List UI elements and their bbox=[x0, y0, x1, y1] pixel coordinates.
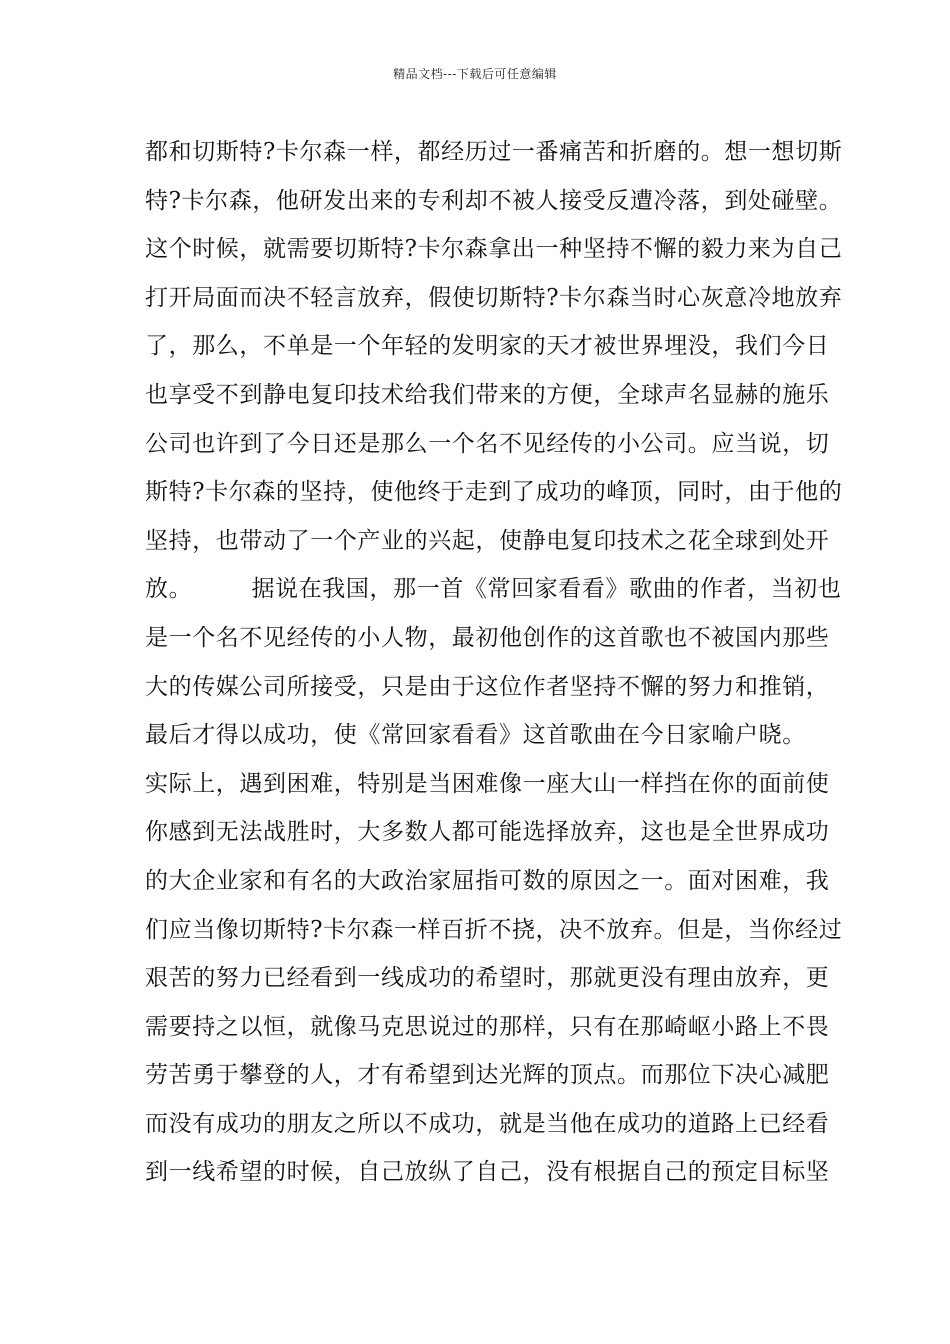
page-header: 精品文档---下载后可任意编辑 bbox=[393, 67, 557, 81]
text-line: 艰苦的努力已经看到一线成功的希望时，那就更没有理由放弃，更 bbox=[145, 965, 830, 992]
text-line: 是一个名不见经传的小人物，最初他创作的这首歌也不被国内那些 bbox=[145, 624, 830, 651]
text-line: 打开局面而决不轻言放弃，假使切斯特?卡尔森当时心灰意冷地放弃 bbox=[145, 284, 843, 311]
text-line: 你感到无法战胜时，大多数人都可能选择放弃，这也是全世界成功 bbox=[145, 819, 830, 846]
text-line: 了，那么，不单是一个年轻的发明家的天才被世界埋没，我们今日 bbox=[145, 333, 830, 360]
text-line: 们应当像切斯特?卡尔森一样百折不挠，决不放弃。但是，当你经过 bbox=[145, 916, 843, 943]
text-line: 实际上，遇到困难，特别是当困难像一座大山一样挡在你的面前使 bbox=[145, 770, 830, 797]
text-line: 公司也许到了今日还是那么一个名不见经传的小公司。应当说，切 bbox=[145, 430, 830, 457]
text-line: 也享受不到静电复印技术给我们带来的方便，全球声名显赫的施乐 bbox=[145, 381, 830, 408]
text-line: 这个时候，就需要切斯特?卡尔森拿出一种坚持不懈的毅力来为自己 bbox=[145, 236, 843, 263]
body-text bbox=[145, 134, 843, 1203]
text-line: 斯特?卡尔森的坚持，使他终于走到了成功的峰顶，同时，由于他的 bbox=[145, 479, 843, 506]
text-line: 放。 据说在我国，那一首《常回家看看》歌曲的作者，当初也 bbox=[145, 576, 842, 603]
text-line: 而没有成功的朋友之所以不成功，就是当他在成功的道路上已经看 bbox=[145, 1110, 830, 1137]
text-line: 都和切斯特?卡尔森一样，都经历过一番痛苦和折磨的。想一想切斯 bbox=[145, 139, 843, 165]
text-line: 坚持，也带动了一个产业的兴起，使静电复印技术之花全球到处开 bbox=[145, 527, 830, 554]
text-line: 劳苦勇于攀登的人，才有希望到达光辉的顶点。而那位下决心减肥 bbox=[145, 1062, 830, 1089]
text-line: 需要持之以恒，就像马克思说过的那样，只有在那崎岖小路上不畏 bbox=[145, 1013, 830, 1040]
text-line: 特?卡尔森，他研发出来的专利却不被人接受反遭冷落，到处碰壁。 bbox=[145, 187, 843, 214]
text-line: 的大企业家和有名的大政治家屈指可数的原因之一。面对困难，我 bbox=[145, 867, 830, 894]
text-line: 最后才得以成功，使《常回家看看》这首歌曲在今日家喻户晓。 bbox=[145, 722, 806, 749]
text-line: 到一线希望的时候，自己放纵了自己，没有根据自己的预定目标坚 bbox=[145, 1159, 830, 1186]
text-line: 大的传媒公司所接受，只是由于这位作者坚持不懈的努力和推销， bbox=[145, 673, 830, 700]
